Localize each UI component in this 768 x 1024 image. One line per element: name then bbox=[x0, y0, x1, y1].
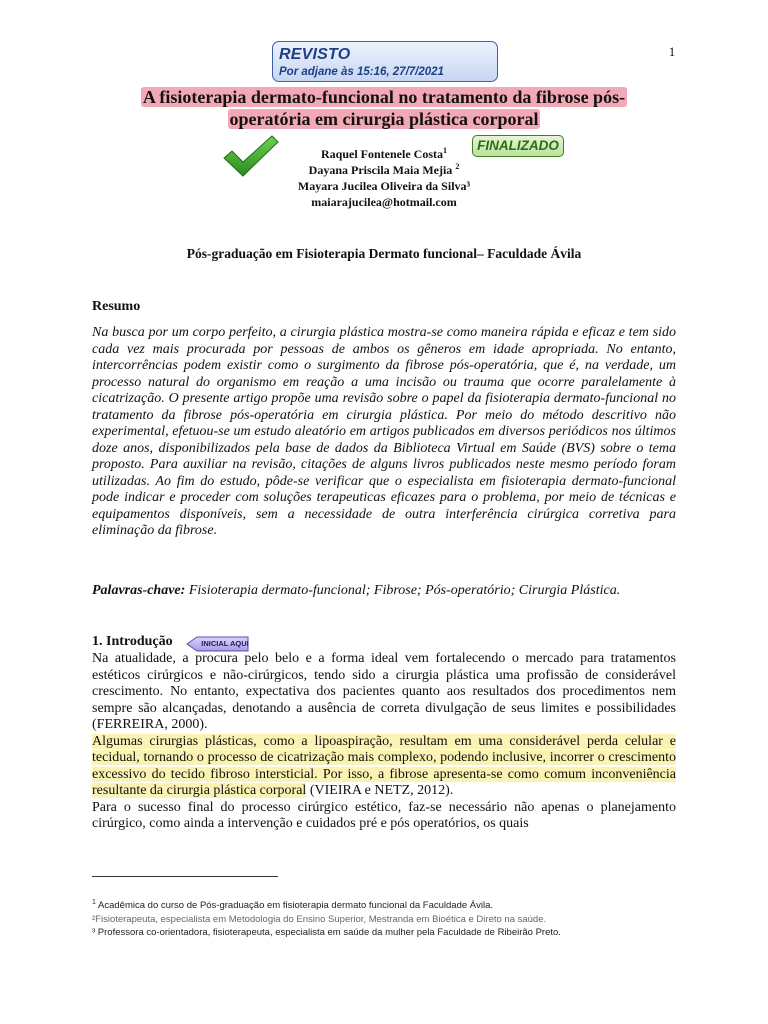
stamp-subtitle: Por adjane às 15:16, 27/7/2021 bbox=[279, 66, 444, 78]
author-3: Mayara Jucilea Oliveira da Silva³ bbox=[297, 179, 471, 193]
finalizado-badge: FINALIZADO bbox=[472, 135, 564, 157]
page-number: 1 bbox=[668, 44, 676, 59]
footnote-3: ³ Professora co-orientadora, fisioterapeuta, especialista em saúde da mulher pela Faculdade de Ribeirão Preto. bbox=[92, 927, 561, 939]
keywords bbox=[92, 583, 676, 599]
footnote-divider bbox=[92, 876, 278, 877]
intro-paragraph-2 bbox=[92, 734, 676, 800]
keywords-text: Fisioterapia dermato-funcional; Fibrose; Pós-operatório; Cirurgia Plástica. bbox=[188, 583, 621, 598]
footnotes bbox=[92, 896, 692, 940]
section-heading-intro: 1. Introdução bbox=[92, 634, 173, 649]
stamp-title: REVISTO bbox=[279, 46, 351, 63]
abstract-text: Na busca por um corpo perfeito, a cirurgia plástica mostra-se como maneira rápida e eficaz e tem sido cada vez mais procurada por pessoas de ambos os gêneros em idade apropriada. No entanto, intercorrências podem existir como o surgimento da fibrose pós-operatória, que é, na verdade, um processo natural do organismo em reação a uma incisão ou trauma que ocorre paralelamente à cicatrização. O presente artigo propõe uma revisão sobre o papel da fisioterapia dermato-funcional no tratamento da fibrose pós-operatória em cirurgia plástica. Por meio do método descritivo não experimental, efetuou-se um estudo aleatório em artigos publicados em diversos periódicos nos últimos doze anos, disponibilizados pela base de dados da Biblioteca Virtual em Saúde (BVS) sobre o tema proposto. Para auxiliar na revisão, citações de alguns livros publicados neste mesmo período foram utilizadas. Ao fim do estudo, pôde-se verificar que o especialista em fisioterapia dermato-funcional pode indicar e proceder com soluções terapeuticas eficazes para o problema, por meio de técnicas e equipamentos disponíveis, sem a necessidade de outra interferência cirúrgica corretiva para eliminação da fibrose. bbox=[92, 325, 676, 538]
footnote-2: ²Fisioterapeuta, especialista em Metodologia do Ensino Superior, Mestranda em Bioética e Direto na saúde. bbox=[92, 913, 547, 925]
intro-body bbox=[92, 651, 676, 833]
highlighted-text: Algumas cirurgias plásticas, como a lipoaspiração, resultam em uma considerável perda celular e tecidual, tornando o processo de cicatrização mais complexo, podendo inclusive, incorrer o crescimento excessivo do tecido fibroso intersticial. Por isso, a fibrose apresenta-se como comum inconveniência resultante da cirurgia plástica corporal bbox=[92, 733, 676, 798]
intro-paragraph-1: Na atualidade, a procura pelo belo e a forma ideal vem fortalecendo o mercado para tratamentos estéticos cirúrgicos e não-cirúrgicos, tendo sido a cirurgia plástica uma profissão de considerável crescimento. No entanto, expectativa dos pacientes quanto aos resultados dos procedimentos nem sempre são alcançadas, denotando a ausência de correta divulgação de seus limites e possibilidades (FERREIRA, 2000). bbox=[92, 651, 676, 732]
inicial-aqui-label: INICIAL AQUI bbox=[201, 639, 249, 648]
footnote-1: $^1$ Acadêmica do curso de Pós-graduação em fisioterapia dermato funcional da Faculdade Ávila. bbox=[92, 899, 494, 912]
paper-title bbox=[100, 86, 668, 130]
resumo-heading: Resumo bbox=[92, 299, 141, 314]
title-line-2: operatória em cirurgia plástica corporal bbox=[229, 109, 539, 129]
citation: (VIEIRA e NETZ, 2012). bbox=[306, 783, 454, 798]
keywords-label: Palavras-chave: bbox=[92, 583, 186, 598]
title-line-1: A fisioterapia dermato-funcional no tratamento da fibrose pós- bbox=[142, 87, 626, 107]
intro-paragraph-3: Para o sucesso final do processo cirúrgico estético, faz-se necessário não apenas o planejamento cirúrgico, como ainda a intervenção e cuidados pré e pós operatórios, os quais bbox=[92, 799, 676, 831]
authors-block bbox=[230, 146, 538, 210]
inicial-aqui-tag bbox=[186, 636, 250, 652]
author-email: maiarajucilea@hotmail.com bbox=[311, 195, 457, 209]
author-2: Dayana Priscila Maia Mejia $^2$ bbox=[308, 162, 460, 177]
affiliation: Pós-graduação em Fisioterapia Dermato funcional– Faculdade Ávila bbox=[186, 246, 582, 261]
revisto-stamp bbox=[272, 41, 498, 82]
author-1: Raquel Fontenele Costa$^1$ bbox=[321, 146, 447, 161]
